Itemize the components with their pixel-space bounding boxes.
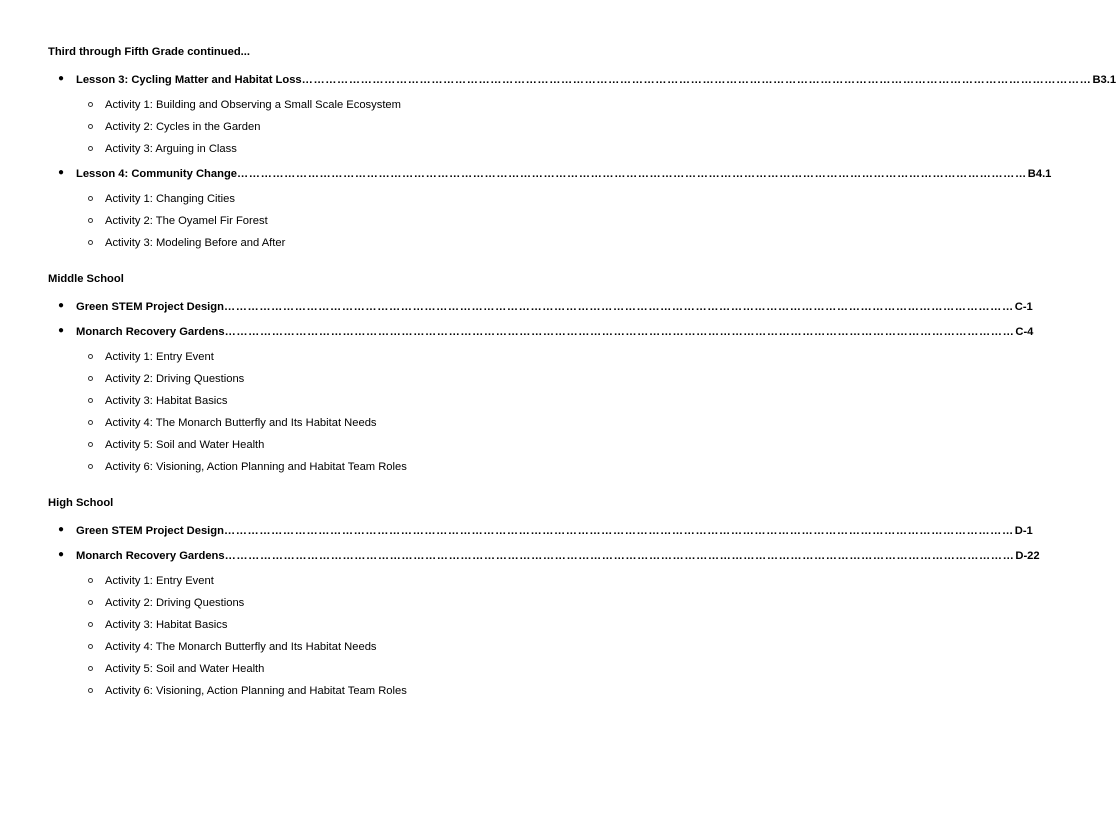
circle-bullet-icon <box>88 622 93 627</box>
dot-leader: ………………………………………………………………………………………………………………………………………………………………………………… <box>224 326 1015 338</box>
circle-bullet-icon <box>88 240 93 245</box>
bullet-icon: ● <box>58 549 65 560</box>
toc-activity-title: Activity 6: Visioning, Action Planning and Habitat Team Roles <box>105 461 407 473</box>
toc-activity-title: Activity 2: Driving Questions <box>105 373 245 385</box>
toc-entry-title: Lesson 4: Community Change <box>76 168 237 180</box>
circle-bullet-icon <box>88 666 93 671</box>
toc-entry[interactable] <box>48 300 1033 317</box>
bullet-icon: ● <box>58 325 65 336</box>
section-heading: Middle School <box>48 273 124 285</box>
toc-entry-line <box>76 326 1034 338</box>
toc-activity-title: Activity 6: Visioning, Action Planning and Habitat Team Roles <box>105 685 407 697</box>
toc-activity-title: Activity 5: Soil and Water Health <box>105 663 265 675</box>
bullet-icon: ● <box>58 167 65 178</box>
section-heading: High School <box>48 497 114 509</box>
circle-bullet-icon <box>88 354 93 359</box>
toc-activity-title: Activity 4: The Monarch Butterfly and Its Habitat Needs <box>105 417 377 429</box>
toc-entry-line <box>76 74 1116 86</box>
toc-activity-title: Activity 5: Soil and Water Health <box>105 439 265 451</box>
toc-entry-page: B3.1 <box>1092 74 1116 86</box>
bullet-icon: ● <box>58 524 65 535</box>
circle-bullet-icon <box>88 102 93 107</box>
toc-entry[interactable] <box>48 325 1034 342</box>
circle-bullet-icon <box>88 688 93 693</box>
toc-entry-title: Green STEM Project Design <box>76 301 224 313</box>
circle-bullet-icon <box>88 218 93 223</box>
dot-leader: ………………………………………………………………………………………………………………………………………………………………………………… <box>223 525 1014 537</box>
dot-leader: ………………………………………………………………………………………………………………………………………………………………………………… <box>301 74 1092 86</box>
toc-activity-title: Activity 1: Changing Cities <box>105 193 235 205</box>
toc-activity-title: Activity 2: Cycles in the Garden <box>105 121 261 133</box>
circle-bullet-icon <box>88 398 93 403</box>
toc-entry-page: D-1 <box>1014 525 1033 537</box>
toc-entry[interactable] <box>48 167 1052 184</box>
toc-activity-title: Activity 1: Building and Observing a Small Scale Ecosystem <box>105 99 401 111</box>
circle-bullet-icon <box>88 578 93 583</box>
toc-entry-line <box>76 168 1052 180</box>
toc-entry-line <box>76 301 1033 313</box>
circle-bullet-icon <box>88 644 93 649</box>
toc-activity-title: Activity 4: The Monarch Butterfly and Its Habitat Needs <box>105 641 377 653</box>
circle-bullet-icon <box>88 442 93 447</box>
toc-activity-title: Activity 1: Entry Event <box>105 351 214 363</box>
dot-leader: ………………………………………………………………………………………………………………………………………………………………………………… <box>237 168 1027 180</box>
toc-activity-title: Activity 3: Habitat Basics <box>105 619 228 631</box>
dot-leader: ………………………………………………………………………………………………………………………………………………………………………………… <box>224 550 1015 562</box>
toc-entry-title: Green STEM Project Design <box>76 525 224 537</box>
toc-entry-page: B4.1 <box>1027 168 1052 180</box>
toc-entry-title: Monarch Recovery Gardens <box>76 326 225 338</box>
bullet-icon: ● <box>58 300 65 311</box>
circle-bullet-icon <box>88 146 93 151</box>
circle-bullet-icon <box>88 376 93 381</box>
toc-entry[interactable] <box>48 524 1033 541</box>
circle-bullet-icon <box>88 124 93 129</box>
dot-leader: ………………………………………………………………………………………………………………………………………………………………………………… <box>223 301 1014 313</box>
toc-activity-title: Activity 3: Arguing in Class <box>105 143 237 155</box>
circle-bullet-icon <box>88 600 93 605</box>
section-heading: Third through Fifth Grade continued... <box>48 46 250 58</box>
toc-entry-title: Lesson 3: Cycling Matter and Habitat Loss <box>76 74 302 86</box>
toc-entry-page: C-1 <box>1014 301 1033 313</box>
circle-bullet-icon <box>88 420 93 425</box>
toc-activity-title: Activity 1: Entry Event <box>105 575 214 587</box>
toc-entry-title: Monarch Recovery Gardens <box>76 550 225 562</box>
circle-bullet-icon <box>88 196 93 201</box>
circle-bullet-icon <box>88 464 93 469</box>
toc-entry-line <box>76 525 1033 537</box>
toc-activity-title: Activity 3: Modeling Before and After <box>105 237 286 249</box>
bullet-icon: ● <box>58 73 65 84</box>
toc-activity-title: Activity 3: Habitat Basics <box>105 395 228 407</box>
toc-entry[interactable] <box>48 549 1040 566</box>
toc-entry-page: D-22 <box>1015 550 1040 562</box>
toc-entry-page: C-4 <box>1015 326 1034 338</box>
toc-entry[interactable] <box>48 73 1116 90</box>
toc-activity-title: Activity 2: Driving Questions <box>105 597 245 609</box>
toc-activity-title: Activity 2: The Oyamel Fir Forest <box>105 215 268 227</box>
toc-entry-line <box>76 550 1040 562</box>
